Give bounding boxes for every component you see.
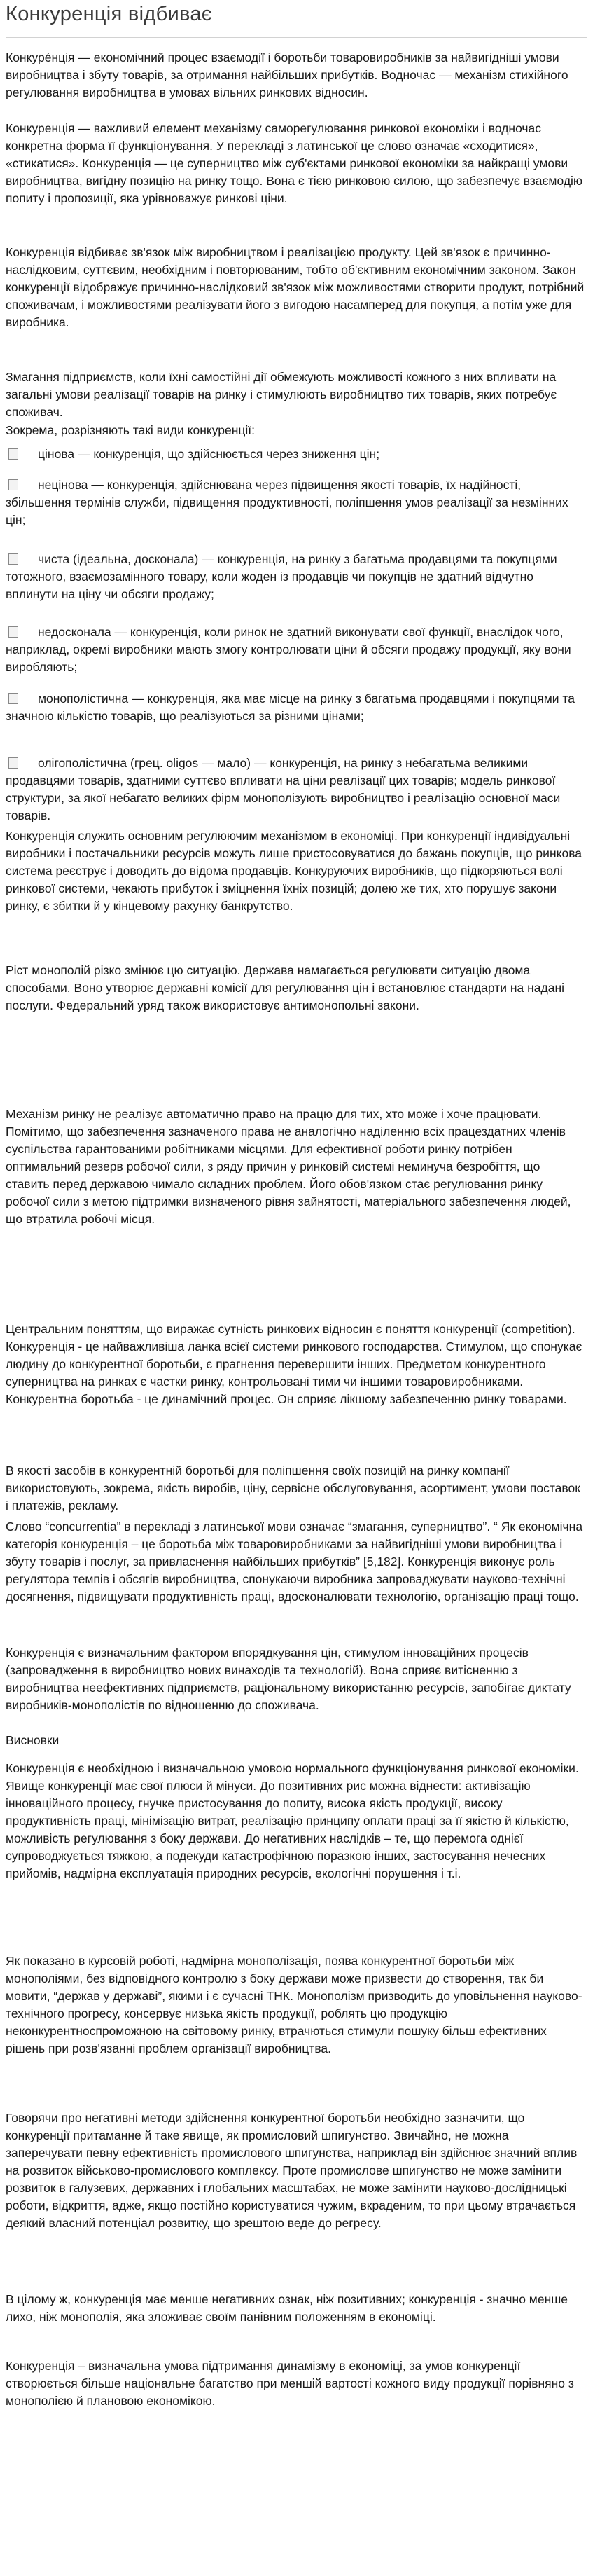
paragraph: Конкуренція — важливий елемент механізму саморегулювання ринкової економіки і водночас конкретна форма її функціонування. У перекладі з латинської це слово означає «сходитися», «стикатися». Конкуренція — це суперництво між суб'єктами ринкової економіки за найкращі умови виробництва, вигідну позицію на ринку тощо. Вона є тією ринковою силою, що забезпечує взаємодію попиту і пропозиції, яка урівноважує ринкові ціни. [6, 121, 583, 205]
paragraph: Слово “concurrentia” в перекладі з латинської мови означає “змагання, суперництво”. “ Як економічна категорія конкуренція – це боротьба між товаровиробниками за найвигідніші умови виробництва і збуту товарів і послуг, за привласнення найбільших прибутків” [5,182]. Конкуренція виконує роль регулятора темпів і обсягів виробництва, спонукаючи виробника запроваджувати науково-технічні досягнення, підвищувати продуктивність праці, вдосконалювати технологію, організацію праці тощо. [6, 1520, 583, 1604]
bullet-icon [8, 693, 18, 704]
conclusions-heading: Висновки [6, 1733, 60, 1747]
list-item-text: чиста (ідеальна, досконала) — конкуренція, на ринку з багатьма продавцями та покупцями тотожного, взаємозамінного товару, коли жоден із продавців чи покупців не здатний відчутно вплинути на ціну чи обсяги продажу; [6, 552, 557, 601]
list-item [6, 755, 585, 825]
paragraph: Конкуренція служить основним регулюючим механізмом в економіці. При конкуренції індивідуальні виробники і постачальники ресурсів можуть лише пристосовуватися до бажань покупців, що ринкова система реєструє і доводить до відома продавців. Конкуруючих виробників, що підкоряються волі ринкової системи, чекають прибуток і зміцнення їхніх позицій; долею же тих, хто порушує закони ринку, є збитки й у кінцевому рахунку банкрутство. [6, 829, 582, 913]
bullet-icon [8, 553, 18, 565]
paragraph: Як показано в курсовій роботі, надмірна монополізація, поява конкурентної боротьби між монополіями, без відповідного контролю з боку держави може призвести до створення, так би мовити, “держав у державі”, якими і є сучасні ТНК. Монополізм призводить до уповільнення науково-технічного прогресу, консервує низька якість продукції, роблять цю продукцію неконкурентноспроможною на світовому ринку, втрачються стимули пошуку більш ефективних рішень при розв'язанні проблем організації виробництва. [6, 1954, 582, 2055]
bullet-icon [8, 448, 18, 460]
paragraph: Центральним поняттям, що виражає сутність ринкових відносин є поняття конкуренції (competition). Конкуренція - це найважливіша ланка всієї системи ринкового господарства. Стимулом, що спонукає людину до конкурентної боротьби, є прагнення перевершити інших. Предметом конкурентного суперництва на ринках є частки ринку, контрольовані тими чи іншими товаровиробниками. Конкурентна боротьба - це динамічний процес. Он сприяє лікшому забезпеченню ринку товарами. [6, 1322, 582, 1406]
list-item-text: нецінова — конкуренція, здійснювана через підвищення якості товарів, їх надійності, збільшення термінів служби, підвищення продуктивності, поліпшення умов реалізації за незмінних цін; [6, 478, 568, 527]
bullet-icon [8, 479, 18, 490]
page-title: Конкуренція відбиває [6, 3, 212, 25]
title-divider [6, 37, 587, 38]
paragraph: Конкуренція відбиває зв'язок між виробництвом і реалізацією продукту. Цей зв'язок є причинно-наслідковим, суттєвим, необхідним і повторюваним, тобто об'єктивним економічним законом. Закон конкуренції відображує причинно-наслідковий зв'язок між можливостями створити продукт, потрібний споживачам, і можливостями реалізувати його з вигодою насамперед для покупця, а потім уже для виробника. [6, 245, 585, 329]
paragraph: Зокрема, розрізняють такі види конкуренції: [6, 423, 256, 437]
paragraph: Змагання підприємств, коли їхні самостійні дії обмежують можливості кожного з них впливати на загальні умови реалізації товарів на ринку і стимулюють виробництво тих товарів, яких потребує споживач. [6, 370, 557, 419]
list-item [6, 624, 585, 676]
paragraph: Конкуренція є необхідною і визначальною умовою нормального функціонування ринкової економіки. Явище конкуренції має свої плюси й мінуси. До позитивних рис можна віднести: активізацію інноваційного процесу, гнучке пристосування до попиту, висока якість продукції, високу продуктивність праці, мінімізацію витрат, реалізацію принципу оплати праці за її якістю й кількістю, можливість регулювання з боку держави. До негативних наслідків – те, що перемога однієї супроводжується тяжкою, а подекуди катастрофічною поразкою інших, застосування нечесних прийомів, надмірна експлуатація природних ресурсів, екологічні порушення і т.і. [6, 1761, 579, 1880]
list-item [6, 476, 585, 529]
bullet-icon [8, 626, 18, 638]
paragraph: В якості засобів в конкурентній боротьбі для поліпшення своїх позицій на ринку компанії використовують, зокрема, якість виробів, ціну, сервісне обслуговування, асортимент, умови поставок і платежів, рекламу. [6, 1463, 580, 1513]
bullet-icon [8, 757, 18, 769]
list-item-text: монополістична — конкуренція, яка має місце на ринку з багатьма продавцями і покупцями та значною кількістю товарів, що реалізуються за різними цінами; [6, 691, 575, 723]
paragraph: Конкуренція є визначальним фактором впорядкування цін, стимулом інноваційних процесів (запровадження в виробництво нових винаходів та технологій). Вона сприяє витісненню з виробництва неефективних підприємств, раціональному використанню ресурсів, запобігає диктату виробників-монополістів по відношенню до споживача. [6, 1646, 571, 1712]
list-item-text: олігополістична (грец. oligos — мало) — конкуренція, на ринку з небагатьма великими продавцями товарів, здатними суттєво впливати на ціни реалізації цих товарів; модель ринкової структури, за якої небагато великих фірм монополізують виробництво і реалізацію основної маси товарів. [6, 756, 561, 822]
list-item-text: цінова — конкуренція, що здійснюється через зниження цін; [38, 447, 380, 461]
paragraph: Механізм ринку не реалізує автоматично право на працю для тих, хто може і хоче працювати. Помітимо, що забезпечення зазначеного права не аналогічно наділенню всіх працездатних членів суспільства гарантованими робітниками місцями. Для ефективної роботи ринку потрібен оптимальний резерв робочої сили, з ряду причин у ринковій системі неминуча безробіття, що ставить перед державою чимало складних проблем. Його обов'язком стає регулювання ринку робочої сили з метою підтримки визначеного рівня зайнятості, матеріального забезпечення людей, що втратила робочі місця. [6, 1107, 571, 1226]
paragraph: Говорячи про негативні методи здійснення конкурентної боротьби необхідно зазначити, що конкуренції притаманне й таке явище, як промисловий шпигунство. Звичайно, не можна заперечувати певну ефективність промислового шпигунства, наприклад він здійснює значний вплив на розвиток військово-промислового комплексу. Проте промислове шпигунство не може замінити розвиток в галузевих, державних і глобальних масштабах, не може замінити науково-дослідницькі роботи, відкриття, адже, якщо постійно користуватися чужим, вкраденим, то при цьому втрачається деякий власний потенціал розвитку, що зрештою веде до регресу. [6, 2111, 578, 2230]
paragraph: Ріст монополій різко змінює цю ситуацію. Держава намагається регулювати ситуацію двома способами. Воно утворює державні комісії для регулювання цін і встановлює стандарти на надані послуги. Федеральний уряд також використовує антимонопольні закони. [6, 963, 565, 1012]
list-item [6, 690, 585, 725]
paragraph: Конкурéнція — економічний процес взаємодії і боротьби товаровиробників за найвигідніші умови виробництва і збуту товарів, за отримання найбільших прибутків. Водночас — механізм стихійного регулювання виробництва в умовах вільних ринкових відносин. [6, 50, 568, 99]
list-item-text: недосконала — конкуренція, коли ринок не здатний виконувати свої функції, внаслідок чого, наприклад, окремі виробники мають змогу контролювати ціни й обсяги продажу продукції, яку вони виробляють; [6, 625, 571, 674]
list-item [6, 446, 585, 463]
paragraph: В цілому ж, конкуренція має менше негативних ознак, ніж позитивних; конкуренція - значно менше лихо, ніж монополія, яка зложиває своїм панівним положенням в економіці. [6, 2292, 568, 2324]
paragraph: Конкуренція – визначальна умова підтримання динамізму в економіці, за умов конкуренції створюється більше національне багатство при меншій вартості кожного виду продукції порівняно з монополією й плановою економікою. [6, 2359, 574, 2408]
list-item [6, 551, 585, 603]
